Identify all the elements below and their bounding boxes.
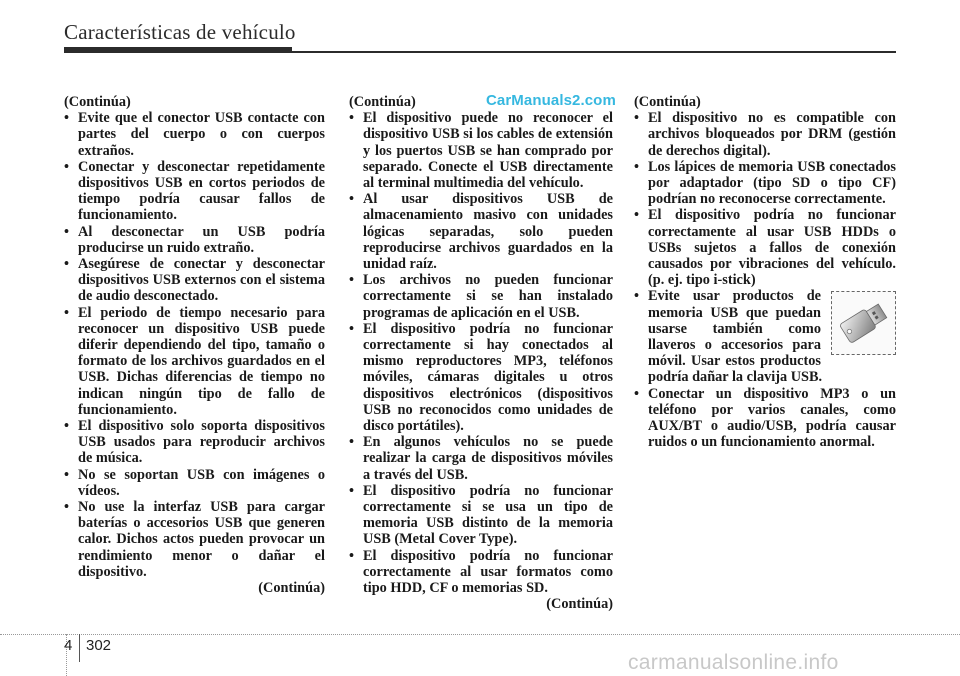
list-item-with-image — [634, 288, 896, 385]
text-column-2 — [349, 94, 613, 613]
continued-label: (Continúa) — [634, 94, 701, 110]
continued-label: (Continúa) — [349, 94, 416, 110]
list-item: • Los lápices de memoria USB conectados por adaptador (tipo SD o tipo CF) podrían no reconocerse correctamente. — [634, 159, 896, 208]
list-item: • Al desconectar un USB podría producirse un ruido extraño. — [64, 224, 325, 256]
list-item: • El dispositivo puede no reconocer el dispositivo USB si los cables de extensión y los puertos USB se han comprado por separado. Conecte el USB directamente al terminal multimedia del vehículo. — [349, 110, 613, 191]
page-number: 302 — [86, 637, 112, 654]
list-item: • En algunos vehículos no se puede realizar la carga de dispositivos móviles a través del USB. — [349, 434, 613, 483]
list-item: • El periodo de tiempo necesario para reconocer un dispositivo USB puede diferir dependiendo del tipo, tamaño o formato de los archivos guardados en el USB. Dichas diferencias de tiempo no indican ningún tipo de fallo de funcionamiento. — [64, 305, 325, 418]
usb-stick-icon — [832, 292, 895, 354]
list-item: • Conectar y desconectar repetidamente dispositivos USB en cortos periodos de tiempo podría causar fallos de funcionamiento. — [64, 159, 325, 224]
list-item: • Los archivos no pueden funcionar correctamente si se han instalado programas de aplicación en el USB. — [349, 272, 613, 321]
bullet-list — [349, 110, 613, 596]
watermark-top[interactable]: CarManuals2.com — [486, 92, 616, 109]
list-item: • Evite que el conector USB contacte con partes del cuerpo o con cuerpos extraños. — [64, 110, 325, 159]
list-item: • No se soportan USB con imágenes o vídeos. — [64, 467, 325, 499]
list-item: • No use la interfaz USB para cargar baterías o accesorios USB que generen calor. Dichos actos pueden provocar un rendimiento menor o dañar el dispositivo. — [64, 499, 325, 580]
chapter-number: 4 — [64, 637, 73, 654]
watermark-bottom[interactable]: carmanualsonline.info — [628, 651, 839, 674]
continued-label: (Continúa) — [546, 596, 613, 613]
list-item: • El dispositivo podría no funcionar correctamente al usar formatos como tipo HDD, CF o memorias SD. — [349, 548, 613, 597]
bullet-list — [634, 110, 896, 450]
list-item: • El dispositivo podría no funcionar correctamente si hay conectados al mismo reproductores MP3, teléfonos móviles, cámaras digitales u otros dispositivos electrónicos (dispositivos USB no reconocidos como unidades de disco portátiles). — [349, 321, 613, 434]
header-rule-thick — [64, 47, 292, 53]
bullet-list — [64, 110, 325, 580]
text-column-1 — [64, 94, 325, 596]
header-rule-thin — [292, 51, 896, 53]
list-item: • El dispositivo no es compatible con archivos bloqueados por DRM (gestión de derechos digital). — [634, 110, 896, 159]
footer-divider — [79, 634, 80, 662]
list-item: • Conectar un dispositivo MP3 o un teléfono por varios canales, como AUX/BT o audio/USB, podría causar ruidos o un funcionamiento anormal. — [634, 386, 896, 451]
section-title: Características de vehículo — [64, 20, 296, 44]
continued-label: (Continúa) — [64, 94, 131, 110]
list-item: • Al usar dispositivos USB de almacenamiento masivo con unidades lógicas separadas, solo pueden reproducirse archivos guardados en la unidad raíz. — [349, 191, 613, 272]
footer-dotted-rule — [0, 634, 960, 635]
continued-label: (Continúa) — [258, 580, 325, 597]
list-item: • El dispositivo podría no funcionar correctamente al usar USB HDDs o USBs sujetos a fallos de conexión causados por vibraciones del vehículo. (p. ej. tipo i-stick) — [634, 207, 896, 288]
list-item: • El dispositivo solo soporta dispositivos USB usados para reproducir archivos de música. — [64, 418, 325, 467]
list-item: • Asegúrese de conectar y desconectar dispositivos USB externos con el sistema de audio desconectado. — [64, 256, 325, 305]
text-column-3 — [634, 94, 896, 450]
usb-keychain-image — [831, 291, 896, 355]
list-item-text: Evite usar productos de memoria USB que puedan usarse también como llaveros o accesorios para móvil. Usar estos productos podría dañar la clavija USB. — [648, 288, 823, 386]
list-item: • El dispositivo podría no funcionar correctamente si se usa un tipo de memoria USB distinto de la memoria USB (Metal Cover Type). — [349, 483, 613, 548]
